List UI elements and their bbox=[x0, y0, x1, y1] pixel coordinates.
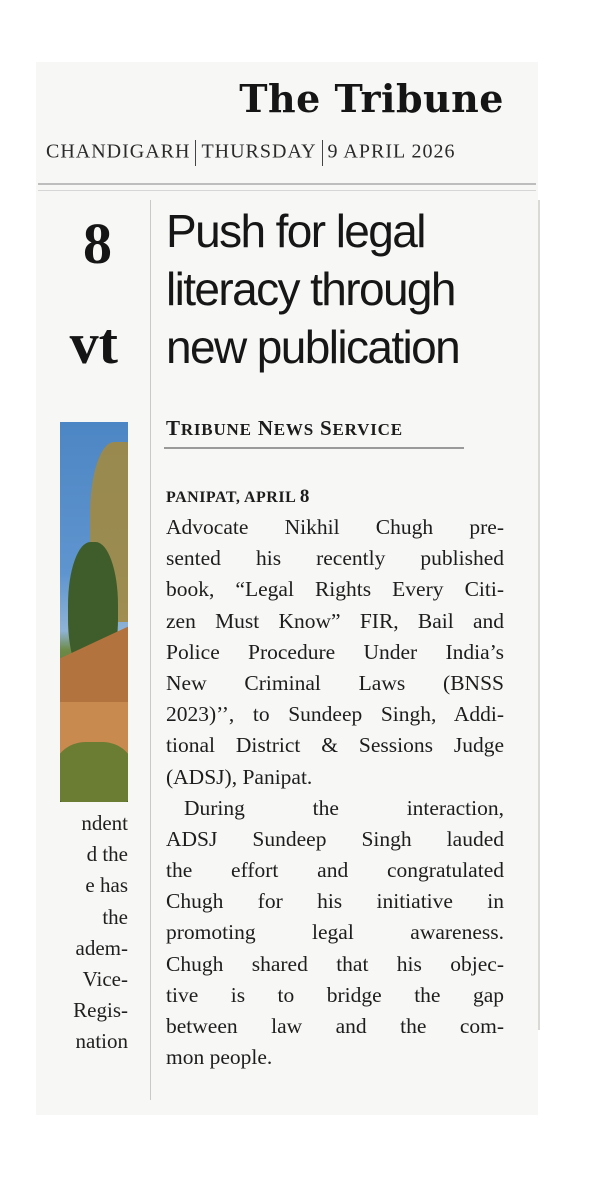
byline-cap: T bbox=[166, 416, 181, 440]
byline-cap: S bbox=[320, 416, 333, 440]
body-line: the effort and congratulated bbox=[166, 858, 504, 883]
masthead-rule-thin bbox=[38, 190, 536, 191]
body-line: tive is to bridge the gap bbox=[166, 982, 504, 1007]
text-line: Vice- bbox=[82, 966, 128, 991]
body-line: between law and the com- bbox=[166, 1014, 504, 1038]
body-line: promoting legal awareness. bbox=[166, 920, 504, 945]
byline-cap: N bbox=[257, 416, 274, 440]
byline-smallcaps: ERVICE bbox=[332, 420, 403, 439]
article-headline bbox=[166, 202, 506, 376]
body-line: (ADSJ), Panipat. bbox=[166, 764, 313, 789]
text-line: the bbox=[102, 904, 128, 929]
dateline-day-number: 8 bbox=[299, 486, 310, 507]
body-line: ADSJ Sundeep Singh lauded bbox=[166, 826, 504, 851]
body-line: Advocate Nikhil Chugh pre- bbox=[166, 515, 504, 539]
text-line: d the bbox=[86, 842, 128, 867]
body-line: mon people. bbox=[166, 1045, 273, 1070]
adjacent-article-photo bbox=[60, 422, 128, 802]
headline-line: Push for legal bbox=[166, 205, 425, 257]
dateline-separator bbox=[195, 140, 196, 166]
photo-background-top bbox=[0, 0, 600, 62]
body-line: Police Procedure Under India’s bbox=[166, 639, 504, 664]
body-line: tional District & Sessions Judge bbox=[166, 733, 504, 758]
article-body bbox=[166, 512, 504, 1073]
photo-bush bbox=[60, 742, 128, 802]
dateline-date: 9 APRIL 2026 bbox=[327, 140, 456, 163]
headline-line: literacy through bbox=[166, 263, 455, 315]
masthead-dateline bbox=[46, 140, 506, 166]
article-byline bbox=[166, 416, 466, 441]
body-line: Chugh for his initiative in bbox=[166, 889, 504, 914]
body-line: zen Must Know” FIR, Bail and bbox=[166, 608, 504, 633]
masthead-rule bbox=[38, 183, 536, 185]
text-line: Regis- bbox=[73, 998, 128, 1023]
dateline-place: PANIPAT, APRIL bbox=[166, 489, 296, 506]
body-line: sented his recently published bbox=[166, 546, 504, 571]
masthead-title: The Tribune bbox=[239, 76, 504, 121]
dateline-city: CHANDIGARH bbox=[46, 140, 191, 163]
text-line: ndent bbox=[81, 811, 128, 835]
text-line: e has bbox=[85, 873, 128, 898]
byline-smallcaps: EWS bbox=[273, 420, 314, 439]
byline-rule bbox=[164, 447, 464, 449]
headline-line: new publication bbox=[166, 321, 460, 373]
body-line: Chugh shared that his objec- bbox=[166, 951, 504, 976]
text-line: adem- bbox=[75, 935, 128, 960]
text-line: nation bbox=[75, 1029, 128, 1054]
body-line: During the interaction, bbox=[184, 795, 504, 820]
adjacent-article-text bbox=[48, 808, 128, 1058]
dateline-day: THURSDAY bbox=[201, 140, 317, 163]
body-line: book, “Legal Rights Every Citi- bbox=[166, 577, 504, 602]
body-line: 2023)’’, to Sundeep Singh, Addi- bbox=[166, 702, 504, 727]
body-line: New Criminal Laws (BNSS bbox=[166, 670, 504, 695]
column-divider bbox=[150, 200, 151, 1100]
adjacent-headline-fragment: vt bbox=[69, 311, 118, 376]
dateline-separator bbox=[322, 140, 323, 166]
article-dateline bbox=[166, 486, 310, 508]
byline-smallcaps: RIBUNE bbox=[180, 420, 252, 439]
page-edge bbox=[538, 200, 540, 1030]
adjacent-headline-fragment: 8 bbox=[83, 211, 112, 276]
